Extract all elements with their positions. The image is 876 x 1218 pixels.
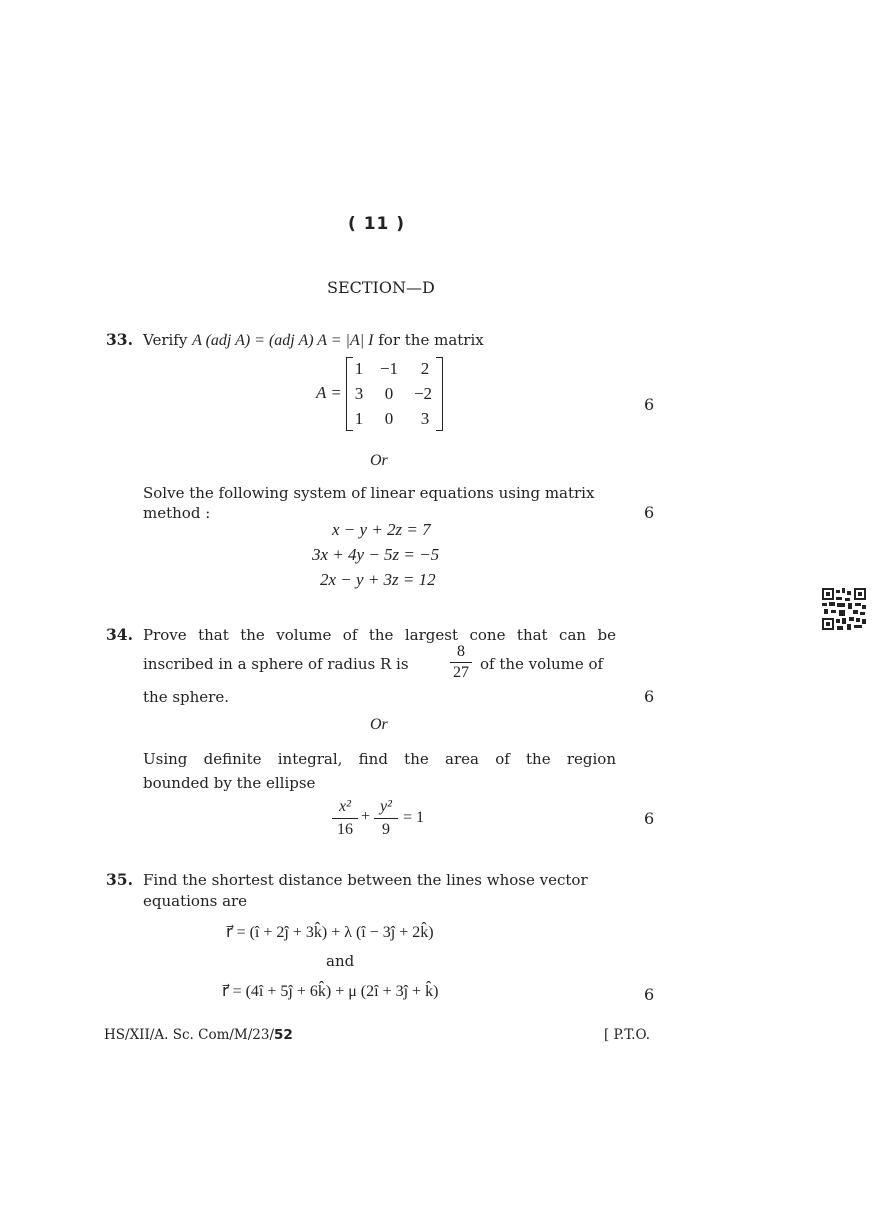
equation-2 [312, 545, 439, 565]
section-title [327, 278, 435, 297]
question-33-number: 33. [106, 330, 133, 349]
ellipse-y-den: 9 [382, 821, 390, 838]
q34-line-2-suffix: of the volume of [480, 655, 604, 673]
equation-2-text: 3x + 4y − 5z = −5 [312, 545, 440, 564]
paper-code-number: 52 [274, 1027, 293, 1043]
matrix-cell: 2 [420, 359, 430, 378]
equation-3 [320, 570, 436, 590]
q33-suffix: for the matrix [378, 331, 484, 349]
ellipse-x-fraction [332, 796, 358, 841]
q33-alt-line-1: Solve the following system of linear equations using matrix [143, 484, 595, 502]
qr-code [822, 588, 866, 630]
matrix-cell: −2 [413, 384, 433, 403]
vector-equation-1: r⃗ = (î + 2ĵ + 3k̂) + λ (î − 3ĵ + 2k̂) [226, 924, 434, 941]
ellipse-y-fraction [374, 796, 398, 841]
matrix-cell: 1 [354, 359, 364, 378]
q34-alt-line-1: Using definite integral, find the area of the region [143, 750, 616, 768]
q34-fraction-num: 8 [450, 642, 472, 663]
q34-fraction-den: 27 [453, 664, 469, 681]
q33-marks: 6 [644, 395, 655, 414]
matrix-cell: 3 [420, 409, 430, 428]
q34-or: Or [370, 716, 388, 733]
q33-prefix: Verify [143, 331, 188, 349]
section-label: SECTION—D [327, 278, 435, 297]
ellipse-plus: + [361, 808, 371, 825]
q33-alt-line-2: method : [143, 504, 211, 522]
pto-label: [ P.T.O. [604, 1027, 651, 1043]
matrix-cell: 3 [354, 384, 364, 403]
matrix-cell: −1 [379, 359, 399, 378]
q33-or: Or [370, 452, 388, 469]
paper-code-text: HS/XII/A. Sc. Com/M/23/ [104, 1027, 275, 1043]
ellipse-x-num: x² [332, 796, 358, 819]
question-33-line [143, 330, 484, 351]
equation-1-text: x − y + 2z = 7 [332, 520, 431, 539]
q34-alt-marks: 6 [644, 809, 655, 828]
q33-identity: A (adj A) = (adj A) A = |A| I [192, 332, 374, 349]
q35-line-2: equations are [143, 892, 248, 910]
q34-alt-line-2: bounded by the ellipse [143, 774, 316, 792]
q34-line-3: the sphere. [143, 688, 229, 706]
matrix-cell: 0 [384, 409, 394, 428]
equation-3-text: 2x − y + 3z = 12 [320, 570, 436, 589]
matrix-cell: 0 [384, 384, 394, 403]
ellipse-y-num: y² [374, 796, 398, 819]
paper-code [104, 1027, 293, 1043]
q34-line-2-prefix: inscribed in a sphere of radius R is [143, 655, 409, 673]
q35-marks: 6 [644, 985, 655, 1004]
vector-equation-2: r⃗ = (4î + 5ĵ + 6k̂) + μ (2î + 3ĵ + k̂) [222, 983, 439, 1000]
equation-1 [332, 520, 431, 540]
ellipse-rhs: = 1 [403, 809, 425, 826]
q33-alt-marks: 6 [644, 503, 655, 522]
q34-line-1: Prove that the volume of the largest cone that can be [143, 626, 616, 644]
question-35-number: 35. [106, 870, 133, 889]
question-34-number: 34. [106, 625, 133, 644]
matrix-a [312, 357, 452, 431]
q34-marks: 6 [644, 687, 655, 706]
ellipse-x-den: 16 [337, 821, 353, 838]
matrix-label: A = [316, 383, 342, 402]
matrix-cell: 1 [354, 409, 364, 428]
q35-and: and [326, 952, 355, 970]
q35-line-1: Find the shortest distance between the lines whose vector [143, 871, 588, 889]
page-number: ( 11 ) [348, 214, 406, 234]
q34-fraction [450, 642, 472, 683]
